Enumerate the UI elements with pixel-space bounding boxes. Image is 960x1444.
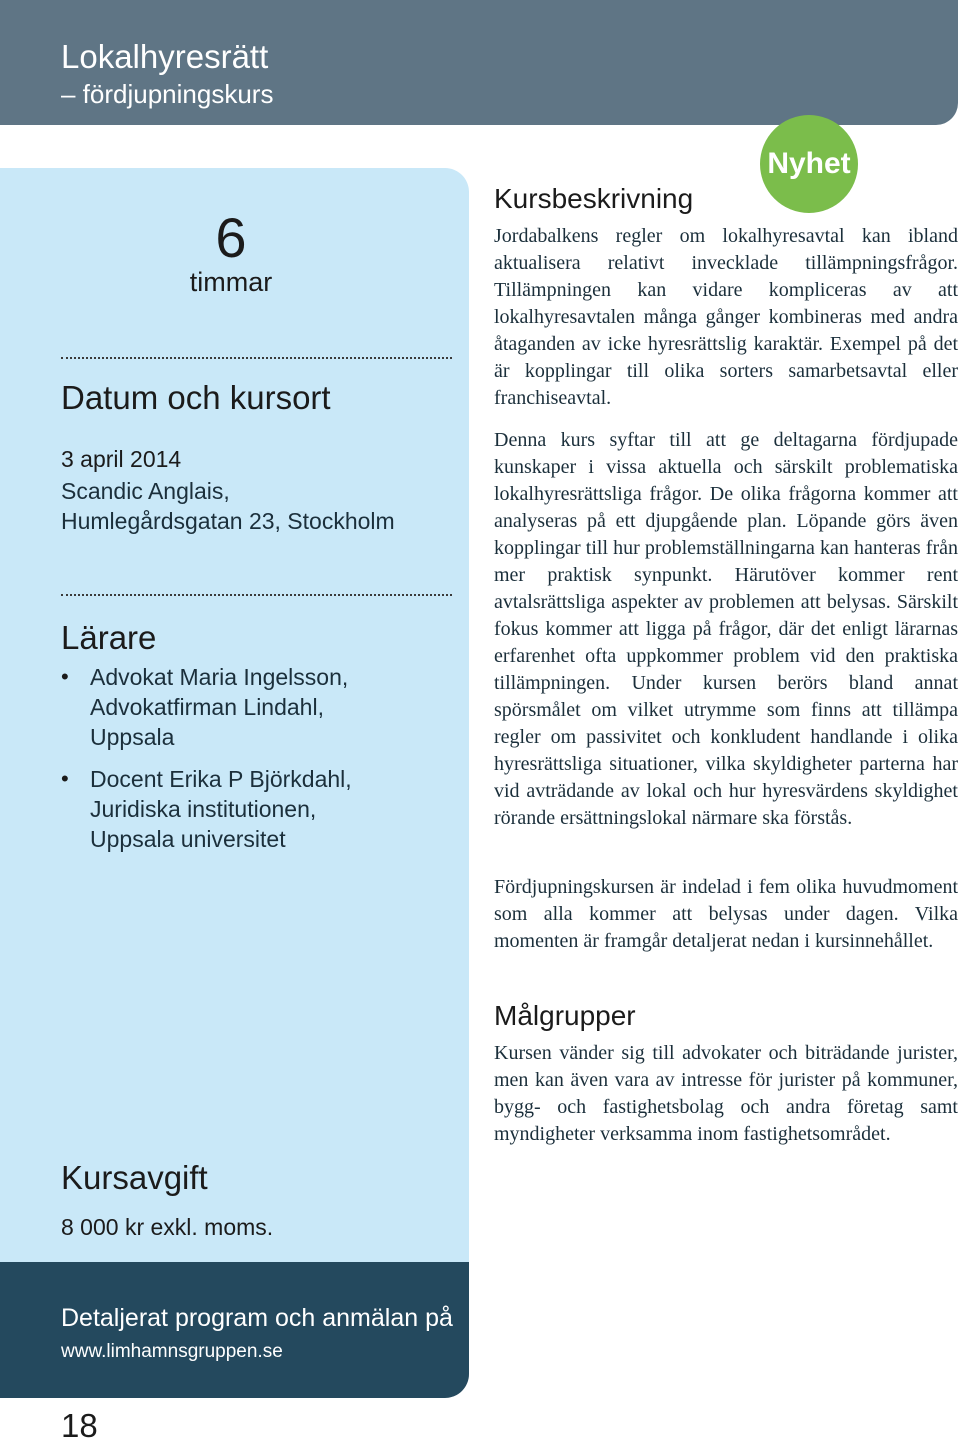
new-badge: Nyhet <box>760 115 858 213</box>
teacher-line: Uppsala <box>90 724 175 750</box>
teacher-line: Advokat Maria Ingelsson, <box>90 664 349 690</box>
teacher-line: Juridiska institutionen, <box>90 796 317 822</box>
dotted-divider <box>61 357 452 359</box>
description-paragraph: Fördjupningskursen är indelad i fem olika huvudmoment som alla kommer att belysas under dagen. Vilka momenten är framgår detaljerat nedan i kursinnehållet. <box>494 876 958 952</box>
page-number: 18 <box>61 1407 98 1444</box>
course-title: Lokalhyresrätt <box>61 38 269 75</box>
teacher-item <box>61 662 352 752</box>
course-subtitle: – fördjupningskurs <box>61 79 274 109</box>
teacher-line: Advokatfirman Lindahl, <box>90 694 324 720</box>
teacher-item <box>61 764 352 854</box>
target-groups-heading: Målgrupper <box>494 1000 636 1031</box>
teacher-line: Uppsala universitet <box>90 826 286 852</box>
description-paragraph: Denna kurs syftar till att ge deltagarna fördjupade kunskaper i vissa aktuella och särskilt problematiska lokalhyresrättsliga frågor. De olika frågorna kommer att analyseras på ett djupgående plan. Löpande görs även kopplingar till hur problemställningarna kan hanteras från mer praktisk synpunkt. Härutöver kommer rent avtalsrättsliga aspekter av problemen att belysas. Särskilt fokus kommer att ligga på frågor, där det enligt lärarnas erfarenhet ofta uppkommer problem vid den praktiska tillämpningen. Under kursen berörs bland annat spörsmålet om vilket utrymme som finns att tillämpa regler om passivitet och konkludent handlande i olika hyresrättsliga situationer, vilka skyldigheter parterna har vid avträdande av lokal och hur hyresvärdens skyldighet rörande ersättningslokal närmare ska förstås. <box>494 429 958 829</box>
venue-line-1: Scandic Anglais, <box>61 478 230 504</box>
teachers-list <box>61 662 352 866</box>
date-location-heading: Datum och kursort <box>61 379 331 416</box>
course-date-text: 3 april 2014 <box>61 446 182 472</box>
course-date <box>61 444 181 475</box>
bullet-dot-icon: • <box>61 766 69 791</box>
bullet-dot-icon: • <box>61 664 69 689</box>
course-hours-value: 6 <box>215 206 247 269</box>
venue-line-2: Humlegårdsgatan 23, Stockholm <box>61 508 395 534</box>
footer-cta-text: Detaljerat program och anmälan på <box>61 1304 453 1332</box>
teachers-heading: Lärare <box>61 619 157 656</box>
course-hours-unit: timmar <box>189 267 273 297</box>
teacher-line: Docent Erika P Björkdahl, <box>90 766 352 792</box>
fee-heading: Kursavgift <box>61 1159 208 1196</box>
course-fee: 8 000 kr exkl. moms. <box>61 1214 274 1240</box>
footer-url-link[interactable]: www.limhamnsgruppen.se <box>61 1341 283 1362</box>
target-groups-paragraph: Kursen vänder sig till advokater och biträdande jurister, men kan även vara av intresse för jurister på kommuner, bygg- och fastighetsbolag och andra företag samt myndigheter verksamma inom fastighetsområdet. <box>494 1042 958 1145</box>
dotted-divider <box>61 594 452 596</box>
course-description-heading: Kursbeskrivning <box>494 183 694 214</box>
description-paragraph: Jordabalkens regler om lokalhyresavtal kan ibland aktualisera relativt invecklade tillämpningsfrågor. Tillämpningen kan vidare kompliceras av att lokalhyresavtalen många gånger kombineras med andra åtaganden av icke hyresrättslig karaktär. Exempel på det är kopplingar till olika sorters samarbetsavtal eller franchiseavtal. <box>494 225 958 409</box>
